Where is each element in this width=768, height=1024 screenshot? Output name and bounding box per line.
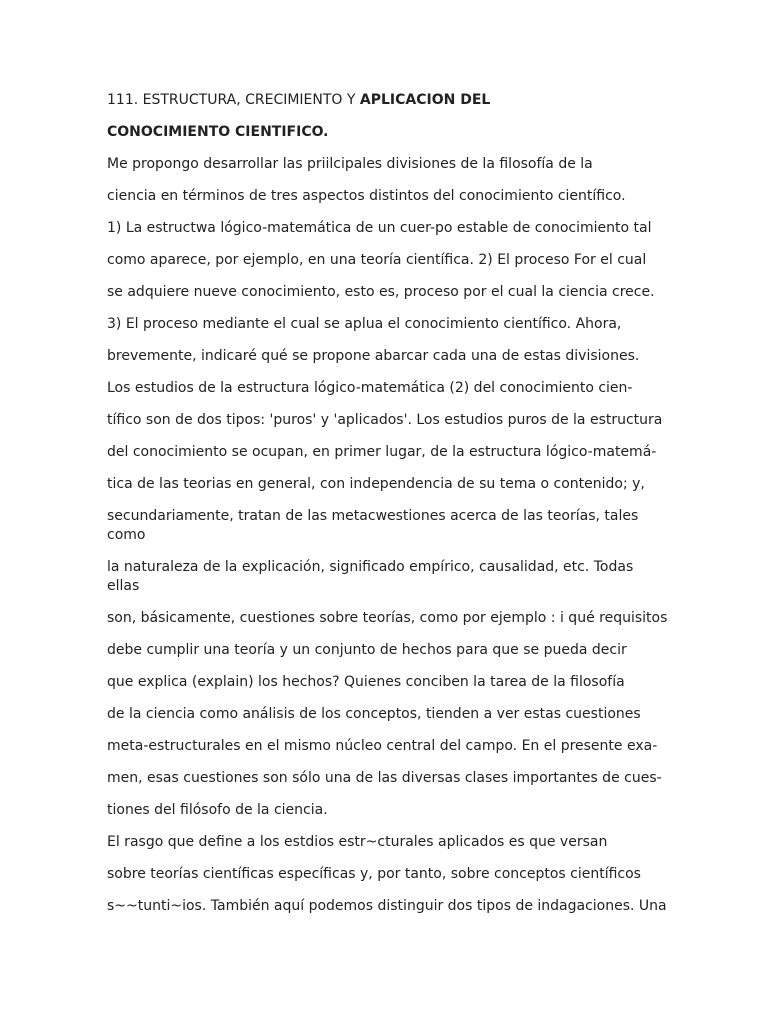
body-line: Los estudios de la estructura lógico-matemática (2) del conocimiento cien- <box>107 380 633 396</box>
body-line: El rasgo que define a los estdios estr~cturales aplicados es que versan <box>107 834 608 850</box>
body-line: se adquiere nueve conocimiento, esto es, proceso por el cual la ciencia crece. <box>107 284 655 300</box>
body-line: como aparece, por ejemplo, en una teoría científica. 2) El proceso For el cual <box>107 252 647 268</box>
body-line: Me propongo desarrollar las priilcipales divisiones de la filosofía de la <box>107 156 593 172</box>
body-line: meta-estructurales en el mismo núcleo central del campo. En el presente exa- <box>107 738 658 754</box>
body-line: tica de las teorias en general, con independencia de su tema o contenido; y, <box>107 476 645 492</box>
body-line: tífico son de dos tipos: 'puros' y 'aplicados'. Los estudios puros de la estructura <box>107 412 663 428</box>
body-line: ellas <box>107 578 140 594</box>
body-line: 3) El proceso mediante el cual se aplua el conocimiento científico. Ahora, <box>107 316 622 332</box>
body-line: secundariamente, tratan de las metacwestiones acerca de las teorías, tales <box>107 508 639 524</box>
body-line: brevemente, indicaré qué se propone abarcar cada una de estas divisiones. <box>107 348 640 364</box>
body-line: del conocimiento se ocupan, en primer lugar, de la estructura lógico-matemá- <box>107 444 657 460</box>
heading-part-normal: 111. ESTRUCTURA, CRECIMIENTO Y <box>107 92 360 108</box>
body-line: son, básicamente, cuestiones sobre teorías, como por ejemplo : i qué requisitos <box>107 610 668 626</box>
body-line: 1) La estructwa lógico-matemática de un cuer-po estable de conocimiento tal <box>107 220 652 236</box>
body-line: s~~tunti~ios. También aquí podemos distinguir dos tipos de indagaciones. Una <box>107 898 667 914</box>
heading-line-1 <box>107 91 490 109</box>
body-line: ciencia en términos de tres aspectos distintos del conocimiento científico. <box>107 188 626 204</box>
body-line: tiones del filósofo de la ciencia. <box>107 802 328 818</box>
body-line: que explica (explain) los hechos? Quienes conciben la tarea de la filosofía <box>107 674 625 690</box>
body-line: de la ciencia como análisis de los conceptos, tienden a ver estas cuestiones <box>107 706 641 722</box>
body-line: como <box>107 527 146 543</box>
body-line: men, esas cuestiones son sólo una de las diversas clases importantes de cues- <box>107 770 662 786</box>
heading-line-2: CONOCIMIENTO CIENTIFICO. <box>107 124 329 140</box>
body-line: debe cumplir una teoría y un conjunto de hechos para que se pueda decir <box>107 642 627 658</box>
heading-part-bold: APLICACION DEL <box>359 92 491 108</box>
body-line: sobre teorías científicas específicas y, por tanto, sobre conceptos científicos <box>107 866 641 882</box>
body-line: la naturaleza de la explicación, significado empírico, causalidad, etc. Todas <box>107 559 634 575</box>
